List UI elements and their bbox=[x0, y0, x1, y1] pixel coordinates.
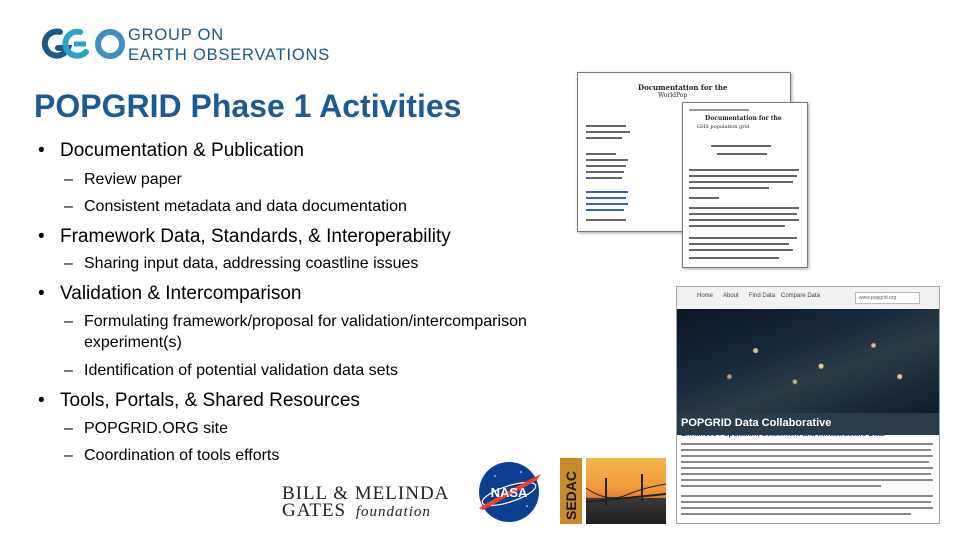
web-nav-bar bbox=[677, 287, 939, 310]
doc-subheading: WorldPop bbox=[658, 92, 688, 99]
sub-bullet-label: Coordination of tools efforts bbox=[84, 447, 280, 464]
geo-logo-mark bbox=[38, 26, 128, 62]
web-url-box: www.popgrid.org bbox=[855, 292, 920, 304]
web-banner-text: POPGRID Data Collaborative bbox=[681, 417, 832, 429]
document-ghs-image bbox=[682, 102, 808, 268]
night-lights-image bbox=[677, 309, 939, 413]
gates-foundation-logo-line-2 bbox=[282, 500, 431, 522]
bridge-sunset-image bbox=[586, 458, 666, 524]
sub-bullet-label: Consistent metadata and data documentation bbox=[84, 198, 407, 215]
bullet-label: Tools, Portals, & Shared Resources bbox=[60, 390, 360, 411]
web-nav-find-data: Find Data bbox=[749, 293, 776, 299]
bullet-label: Validation & Intercomparison bbox=[60, 283, 302, 304]
foundation-word: foundation bbox=[355, 504, 431, 520]
nasa-meatball-icon bbox=[471, 460, 547, 524]
popgrid-website-screenshot bbox=[676, 286, 940, 524]
sub-bullet-label: Sharing input data, addressing coastline issues bbox=[84, 255, 419, 272]
gates-word: GATES bbox=[282, 500, 347, 521]
gates-foundation-logo-line-1: BILL & MELINDA bbox=[282, 483, 450, 504]
web-nav-compare-data: Compare Data bbox=[781, 293, 821, 299]
geo-logo-text bbox=[128, 25, 330, 65]
web-nav-about: About bbox=[723, 293, 739, 299]
sub-bullet-label: POPGRID.ORG site bbox=[84, 420, 229, 437]
nasa-logo bbox=[471, 460, 547, 524]
doc-heading: Documentation for the bbox=[638, 83, 728, 92]
bullet-label: Documentation & Publication bbox=[60, 140, 304, 161]
doc-subheading: GHS population grid bbox=[697, 124, 750, 130]
bullet-label: Framework Data, Standards, & Interoperability bbox=[60, 226, 451, 247]
sub-bullet-label: Review paper bbox=[84, 171, 182, 188]
sedac-logo-mark bbox=[560, 458, 582, 524]
sedac-text: SEDAC bbox=[563, 470, 579, 520]
web-nav-home: Home bbox=[697, 293, 714, 299]
sedac-logo bbox=[560, 458, 582, 524]
nasa-text: NASA bbox=[490, 485, 528, 500]
logo-line-2: EARTH OBSERVATIONS bbox=[128, 46, 331, 64]
sub-bullet-label-line-1: Formulating framework/proposal for validation/intercomparison bbox=[84, 313, 527, 330]
sub-bullet-label: Identification of potential validation data sets bbox=[84, 362, 398, 379]
page-title: POPGRID Phase 1 Activities bbox=[34, 88, 462, 124]
bridge-silhouette bbox=[586, 458, 666, 524]
logo-line-1: GROUP ON bbox=[128, 26, 224, 44]
web-heading: Enhanced Population, Settlement and Infrastructure Data bbox=[681, 429, 885, 438]
doc-heading: Documentation for the bbox=[705, 115, 782, 122]
sub-bullet-continuation: experiment(s) bbox=[84, 334, 182, 351]
